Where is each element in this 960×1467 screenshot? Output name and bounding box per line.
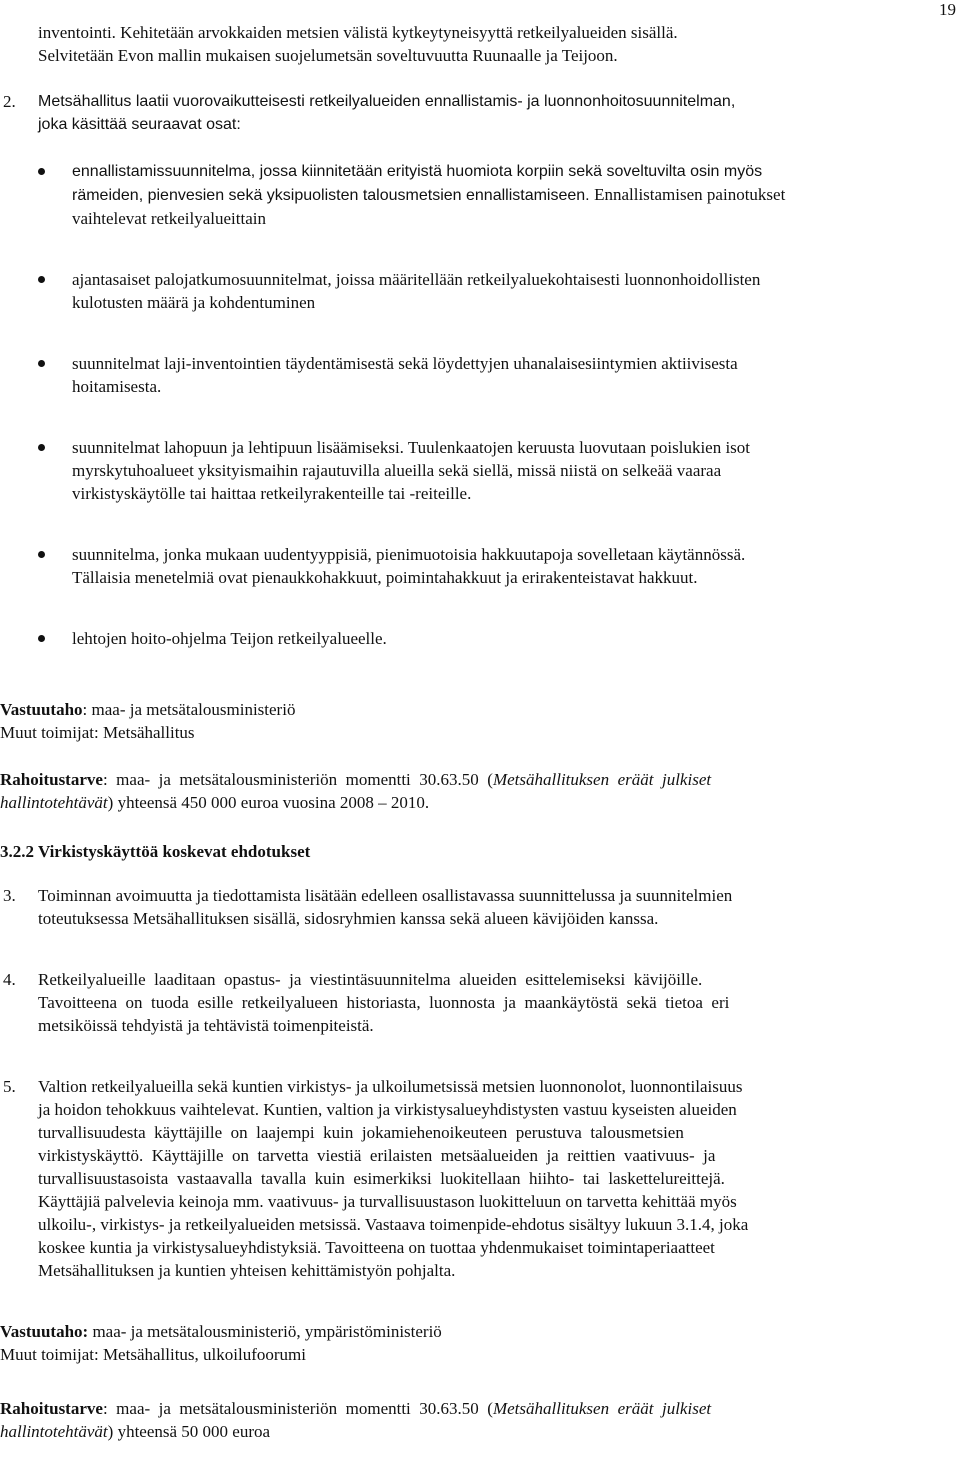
numbered-item-5 xyxy=(3,1075,958,1282)
bullet-line: virkistyskäytölle tai haittaa retkeilyrakenteille tai -reiteille. xyxy=(72,484,472,503)
bullet-line: kulotusten määrä ja kohdentuminen xyxy=(72,293,316,312)
page-content xyxy=(0,21,958,1443)
item-line: ja hoidon tehokkuus vaihtelevat. Kuntien, valtion ja virkistysalueyhdistysten vastuu kyseisten alueiden xyxy=(38,1100,737,1119)
bullet-line: ennallistamissuunnitelma, jossa kiinnitetään erityistä huomiota korpiin sekä soveltuvilta osin myös xyxy=(72,163,763,180)
bullet-item xyxy=(3,352,958,398)
item-text xyxy=(38,90,958,136)
item-line: Valtion retkeilyalueilla sekä kuntien virkistys- ja ulkoilumetsissä metsien luonnonolot, luonnontilaisuus xyxy=(38,1077,743,1096)
item-line: koskee kuntia ja virkistysalueyhdistyksiä. Tavoitteena on tuottaa yhdenmukaiset toimintaperiaatteet xyxy=(38,1238,715,1257)
item-line: Toiminnan avoimuutta ja tiedottamista lisätään edelleen osallistavassa suunnittelussa ja suunnitelmien xyxy=(38,886,733,905)
funding-label: Rahoitustarve xyxy=(0,1399,103,1418)
item-line: turvallisuudesta käyttäjille on laajempi kuin jokamiehenoikeuteen perustuva talousmetsien xyxy=(38,1123,684,1142)
item-line: toteutuksessa Metsähallituksen sisällä, sidosryhmien kanssa sekä alueen kävijöiden kanssa. xyxy=(38,909,659,928)
bullet-line: vaihtelevat retkeilyalueittain xyxy=(72,209,266,228)
bullet-line: lehtojen hoito-ohjelma Teijon retkeilyalueelle. xyxy=(72,629,387,648)
funding-line: Rahoitustarve: maa- ja metsätalousministeriön momentti 30.63.50 (Metsähallituksen eräät julkiset xyxy=(0,1399,712,1418)
bullet-line: Tällaisia menetelmiä ovat pienaukkohakkuut, poimintahakkuut ja erirakenteistavat hakkuut. xyxy=(72,568,698,587)
funding-line: hallintotehtävät) yhteensä 450 000 euroa vuosina 2008 – 2010. xyxy=(0,793,430,812)
bullet-line: suunnitelmat lahopuun ja lehtipuun lisäämiseksi. Tuulenkaatojen keruusta luovutaan poislukien isot xyxy=(72,438,751,457)
intro-line: inventointi. Kehitetään arvokkaiden metsien välistä kytkeytyneisyyttä retkeilyalueiden sisällä. xyxy=(38,23,678,42)
item-line: Käyttäjiä palvelevia keinoja mm. vaativuus- ja turvallisuustason luokitteluun on tarvetta kehittää myös xyxy=(38,1192,737,1211)
responsible-party: Vastuutaho: maa- ja metsätalousministeriö xyxy=(0,700,296,719)
responsibility-block xyxy=(0,1320,958,1366)
bullet-dot xyxy=(38,360,45,367)
bullet-dot xyxy=(38,635,45,642)
intro-paragraph xyxy=(3,21,958,67)
responsible-label: Vastuutaho: xyxy=(0,1322,89,1341)
item-line: Metsähallituksen ja kuntien yhteisen kehittämistyön pohjalta. xyxy=(38,1261,456,1280)
bullet-item xyxy=(3,543,958,589)
numbered-item-3 xyxy=(3,884,958,930)
funding-block xyxy=(0,1397,958,1443)
funding-label: Rahoitustarve xyxy=(0,770,103,789)
numbered-item-2 xyxy=(3,90,958,136)
bullet-dot xyxy=(38,551,45,558)
bullet-line: ajantasaiset palojatkumosuunnitelmat, joissa määritellään retkeilyaluekohtaisesti luonnonhoidollisten xyxy=(72,270,761,289)
funding-line: Rahoitustarve: maa- ja metsätalousministeriön momentti 30.63.50 (Metsähallituksen eräät julkiset xyxy=(0,770,712,789)
bullet-line: suunnitelmat laji-inventointien täydentämisestä sekä löydettyjen uhanalaisesiintymien aktiivisesta xyxy=(72,354,738,373)
other-actors: Muut toimijat: Metsähallitus, ulkoilufoorumi xyxy=(0,1345,306,1364)
item-line: turvallisuustasoista vastaavalla tavalla kuin esimerkiksi luokitellaan hiihto- tai laskettelureittejä. xyxy=(38,1169,725,1188)
item-line: metsiköissä tehdyistä ja tehtävistä toimenpiteistä. xyxy=(38,1016,374,1035)
responsible-label: Vastuutaho xyxy=(0,700,83,719)
item-number: 5. xyxy=(3,1077,16,1096)
responsible-party: Vastuutaho: maa- ja metsätalousministeriö, ympäristöministeriö xyxy=(0,1322,442,1341)
intro-line: Selvitetään Evon mallin mukaisen suojelumetsän soveltuvuutta Ruunaalle ja Teijoon. xyxy=(38,46,618,65)
item-line: Retkeilyalueille laaditaan opastus- ja viestintäsuunnitelma alueiden esittelemiseksi kävijöille. xyxy=(38,970,703,989)
item-number: 2. xyxy=(3,92,16,111)
bullet-dot xyxy=(38,276,45,283)
item-number: 3. xyxy=(3,886,16,905)
bullet-item xyxy=(3,268,958,314)
bullet-dot xyxy=(38,168,45,175)
bullet-line: suunnitelma, jonka mukaan uudentyyppisiä, pienimuotoisia hakkuutapoja sovelletaan käytännössä. xyxy=(72,545,746,564)
bullet-line: myrskytuhoalueet yksityismaihin rajautuvilla alueilla sekä siellä, missä niistä on selkeää vaaraa xyxy=(72,461,722,480)
bullet-item xyxy=(3,436,958,505)
bullet-line: hoitamisesta. xyxy=(72,377,162,396)
bullet-line: rämeiden, pienvesien sekä yksipuolisten talousmetsien ennallistamiseen. Ennallistamisen painotukset xyxy=(72,185,786,204)
bullet-item xyxy=(3,160,958,230)
responsibility-block xyxy=(0,698,958,744)
funding-line: hallintotehtävät) yhteensä 50 000 euroa xyxy=(0,1422,271,1441)
item-line: joka käsittää seuraavat osat: xyxy=(38,116,241,133)
other-actors: Muut toimijat: Metsähallitus xyxy=(0,723,195,742)
item-line: virkistyskäyttö. Käyttäjille on tarvetta viestiä erilaisten metsäalueiden ja reittien vaativuus- ja xyxy=(38,1146,716,1165)
funding-block xyxy=(0,768,958,814)
bullet-item xyxy=(3,627,958,650)
item-number: 4. xyxy=(3,970,16,989)
section-heading: 3.2.2 Virkistyskäyttöä koskevat ehdotukset xyxy=(0,842,311,861)
item-line: ulkoilu-, virkistys- ja retkeilyalueiden metsissä. Vastaava toimenpide-ehdotus sisältyy lukuun 3.1.4, joka xyxy=(38,1215,749,1234)
bullet-dot xyxy=(38,444,45,451)
item-line: Metsähallitus laatii vuorovaikutteisesti retkeilyalueiden ennallistamis- ja luonnonhoitosuunnitelman, xyxy=(38,93,736,110)
item-line: Tavoitteena on tuoda esille retkeilyalueen historiasta, luonnosta ja maankäytöstä sekä tietoa eri xyxy=(38,993,730,1012)
numbered-item-4 xyxy=(3,968,958,1037)
page-number: 19 xyxy=(939,0,956,19)
